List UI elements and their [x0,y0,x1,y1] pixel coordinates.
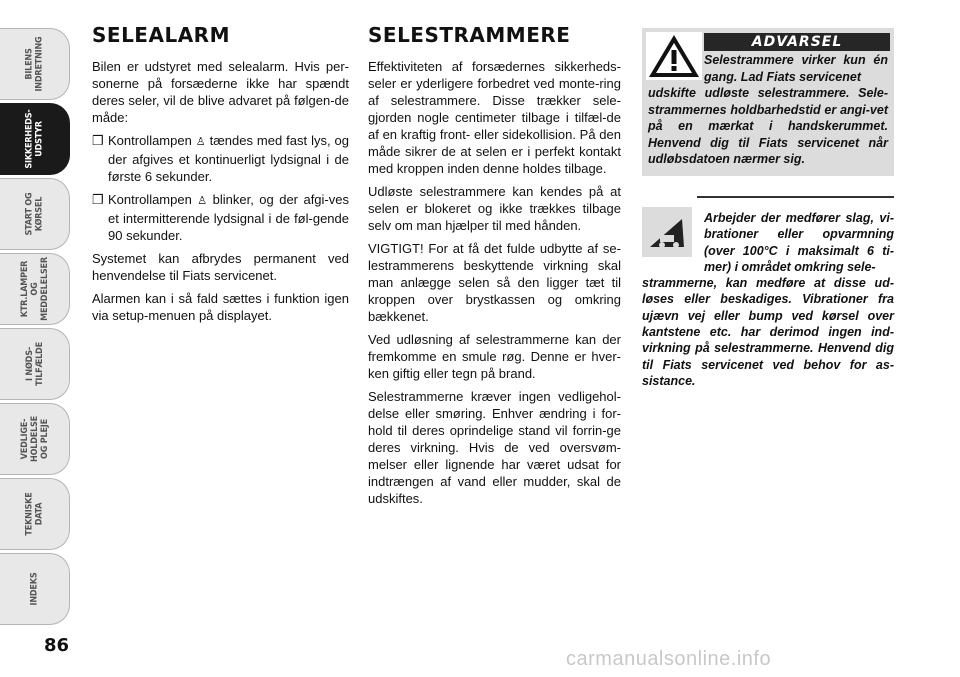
seatbelt-warning-icon: ♙ [195,136,206,148]
section-title: SELEALARM [92,23,230,47]
checkbox-bullet-icon: ❒ [92,192,104,207]
paragraph: VIGTIGT! For at få det fulde udbytte af se-lestrammerens beskyttende virkning skal man anlægge selen så den ligger tæt til kroppen over brystkassen og omkring bækkenet. [368,241,621,324]
tab-label: START OG KØRSEL [24,192,45,236]
tab-vedligeholdelse[interactable] [0,403,70,475]
paragraph: Systemet kan afbrydes permanent ved henvendelse til Fiats servicenet. [92,251,349,283]
bullet-text: Kontrollampen [108,133,192,148]
bullet-text: Kontrollampen [108,192,192,207]
section-title: SELESTRAMMERE [368,23,571,47]
tab-i-nodstilfaelde[interactable] [0,328,70,400]
bullet-text: blinker, og der afgi-ves et intermitterende lydsignal i de føl-gende 90 sekunder. [108,192,349,243]
paragraph: Ved udløsning af selestrammerne kan der fremkomme en smule røg. Denne er hver-ken giftig eller tegn på brand. [368,332,621,381]
warning-box [642,28,894,176]
section-tab-strip [0,28,71,628]
paragraph: Selestrammerne kræver ingen vedligehol-delse eller smøring. Enhver ændring i for-hold til deres oprindelige stand vil forrin-ge deres virkning. Hvis de ved oversvøm-melser eller lignende har været udsat for indtrængen af vand eller mudder, skal de udskiftes. [368,389,621,506]
paragraph: Alarmen kan i så fald sættes i funktion igen via setup-menuen på displayet. [92,291,349,323]
page-number: 86 [44,635,70,656]
seatbelt-warning-icon: ♙ [197,195,208,207]
warning-title: ADVARSEL [704,33,890,51]
tab-start-og-korsel[interactable] [0,178,70,250]
tab-label: BILENS INDRETNING [24,36,45,92]
tab-label: TEKNISKE DATA [24,492,45,536]
tab-ktr-lamper[interactable] [0,253,70,325]
tab-label: INDEKS [29,572,40,606]
note-text-body: strammerne, kan medføre at disse ud-løses eller beskadiges. Vibrationer fra ujævn vej eller bump ved kørsel over kantstene etc. har derimod ingen ind-virkning på selestrammerne. Henvend dig til Fiats servicenet ved behov for as-sistance. [642,276,894,388]
watermark: carmanualsonline.info [566,648,772,670]
tab-sikkerhedsudstyr[interactable] [0,103,70,175]
tab-label: VEDLIGE- HOLDELSE OG PLEJE [19,416,50,462]
tab-label: I NØDS- TILFÆLDE [24,342,45,386]
divider [697,196,894,198]
warning-text-line: Selestrammere virker kun én gang. Lad Fiats servicenet [704,53,888,84]
paragraph: Bilen er udstyret med selealarm. Hvis per-sonerne på forsæderne ikke har spændt deres seler, vil de blive advaret på følgen-de måde: [92,59,349,125]
bullet-text: tændes med fast lys, og der afgives et kontinuerligt lydsignal i de første 6 sekunder. [108,133,349,184]
warning-text [648,52,888,168]
note-text [642,210,894,389]
checkbox-bullet-icon: ❒ [92,133,104,148]
tab-label: KTR.LAMPER OG MEDDELELSER [19,257,50,321]
paragraph: Udløste selestrammere kan kendes på at selen er blokeret og ikke trækkes tilbage selv om man hjælper til med hånden. [368,184,621,233]
paragraph: Effektiviteten af forsædernes sikkerheds-seler er yderligere forbedret ved monte-ring af selestrammere. Disse trækker sele-gjorden nogle centimeter tilbage i tilfæl-de af en kraftig front- eller sidekollision. På den måde sikrer de at selen er i perfekt kontakt med kroppen inden denne holdes tilbage. [368,59,621,176]
note-text-line: Arbejder der medfører slag, vi-brationer eller opvarmning (over 100°C i maksimalt 6 ti-mer) i området omkring sele- [704,211,894,274]
tab-indeks[interactable] [0,553,70,625]
list-item [92,191,349,244]
tab-tekniske-data[interactable] [0,478,70,550]
warning-text-body: udskifte udløste selestrammere. Sele-strammernes holdbarhedstid er angi-vet på en mærkat i handskerummet. Henvend dig til Fiats servicenet når udløbsdatoen nærmer sig. [648,86,888,166]
selealarm-section [92,23,349,330]
selestrammere-section [368,23,621,513]
tab-label: SIKKERHEDS- UDSTYR [24,109,45,169]
tab-bilens-indretning[interactable] [0,28,70,100]
list-item [92,132,349,185]
